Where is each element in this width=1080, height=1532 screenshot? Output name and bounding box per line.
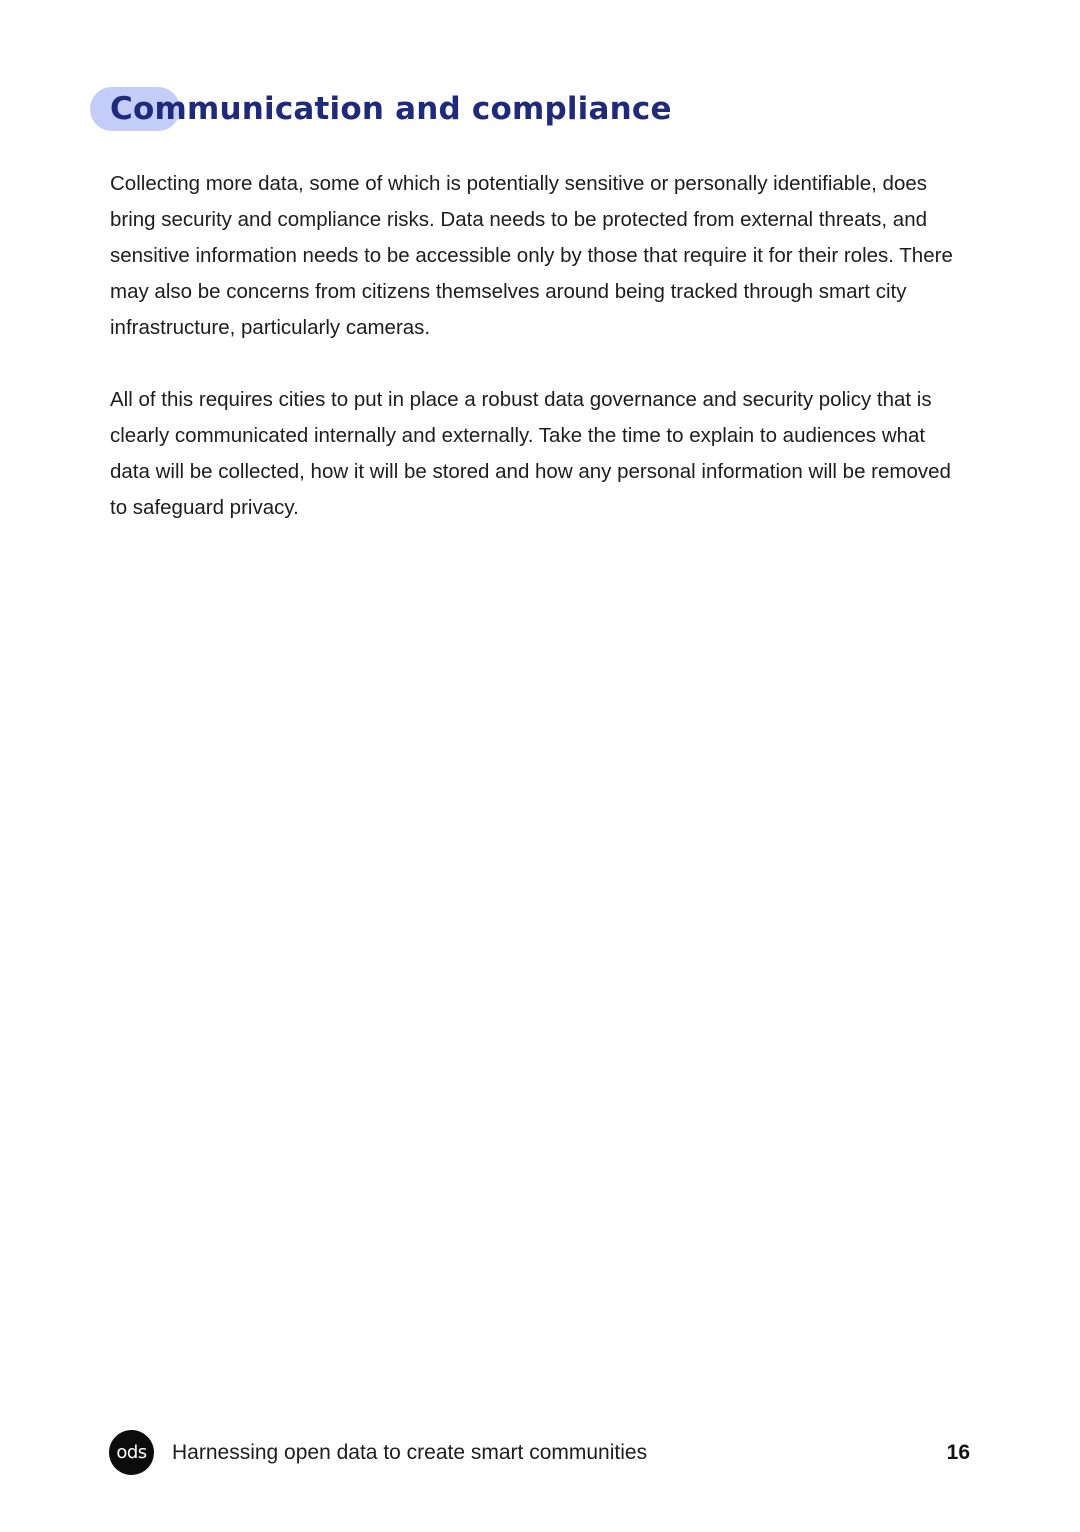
paragraph-governance: All of this requires cities to put in place a robust data governance and security policy that is clearly communicated internally and externally. Take the time to explain to audiences what data will be collected, how it will be stored and how any personal information will be removed to safeguard privacy. [110,388,951,519]
page-number: 16 [946,1441,970,1464]
paragraph-risks: Collecting more data, some of which is potentially sensitive or personally identifiable, does bring security and compliance risks. Data needs to be protected from external threats, and sensitive information needs to be accessible only by those that require it for their roles. There may also be concerns from citizens themselves around being tracked through smart city infrastructure, particularly cameras. [110,172,953,339]
body-text [110,166,970,562]
page-title: Communication and compliance [110,91,672,127]
publication-title: Harnessing open data to create smart communities [172,1441,648,1464]
ods-logo: ods [109,1430,154,1475]
page-footer [109,1430,970,1476]
